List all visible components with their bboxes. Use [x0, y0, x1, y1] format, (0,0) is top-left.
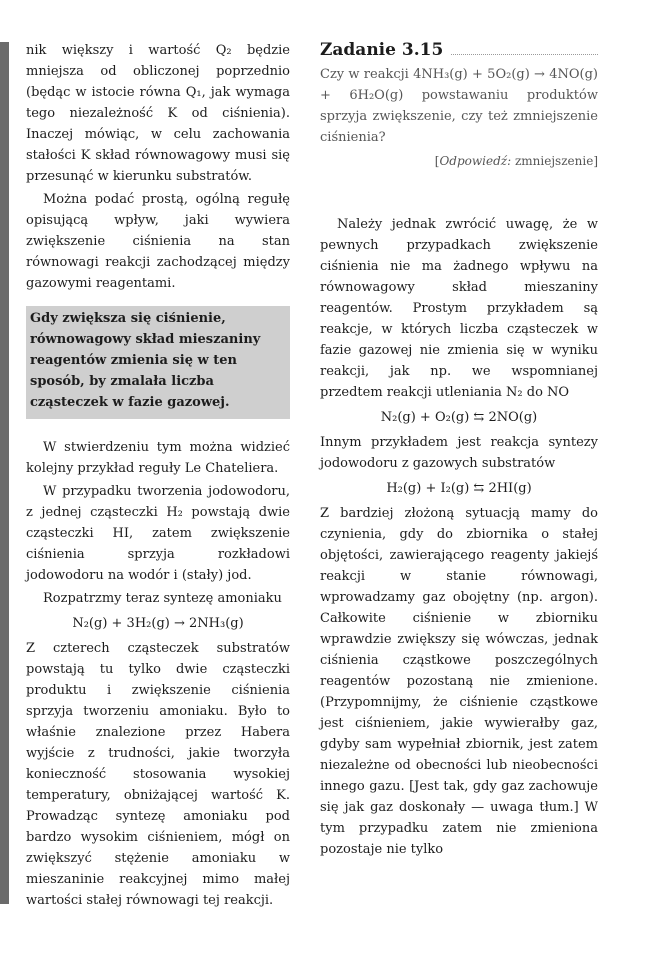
equation-no: N₂(g) + O₂(g) ⇆ 2NO(g): [380, 410, 538, 425]
right-column: [320, 40, 598, 860]
rule-statement: Gdy zwiększa się ciśnienie, równowagowy skład mieszaniny reagentów zmienia się w ten sposób, by zmalała liczba cząsteczek w fazie gazowej.: [30, 311, 261, 410]
paragraph: Innym przykładem jest reakcja syntezy jodowodoru z gazowych substratów: [320, 435, 598, 471]
task-answer: [Odpowiedź: zmniejszenie]: [434, 154, 598, 168]
equation-ammonia: N₂(g) + 3H₂(g) → 2NH₃(g): [72, 616, 244, 631]
paragraph: Należy jednak zwrócić uwagę, że w pewnych przypadkach zwiększenie ciśnienia nie ma żadnego wpływu na równowagowy skład mieszaniny reagentów. Prostym przykładem są reakcje, w których liczba cząsteczek w fazie gazowej nie zmienia się w wyniku reakcji, jak np. we wspomnianej przedtem reakcji utleniania N₂ do NO: [320, 217, 598, 400]
answer-value: zmniejszenie: [514, 154, 594, 168]
equation-hi: H₂(g) + I₂(g) ⇆ 2HI(g): [386, 481, 532, 496]
paragraph: W przypadku tworzenia jodowodoru, z jednej cząsteczki H₂ powstają dwie cząsteczki HI, zatem zwiększenie ciśnienia sprzyja rozkładowi jodowodoru na wodór i (stały) jod.: [26, 484, 290, 583]
heading-rule: [451, 53, 598, 55]
task-heading: [320, 40, 598, 60]
paragraph: Z czterech cząsteczek substratów powstają tu tylko dwie cząsteczki produktu i zwiększenie ciśnienia sprzyja tworzeniu amoniaku. Było to właśnie znalezione przez Habera wyjście z trudności, jakie tworzyła konieczność stosowania wysokiej temperatury, obniżającej wartość K. Prowadząc syntezę amoniaku pod bardzo wysokim ciśnieniem, mógł on zwiększyć stężenie amoniaku w mieszaninie reakcyjnej mimo małej wartości stałej równowagi tej reakcji.: [26, 641, 290, 908]
paragraph: Można podać prostą, ogólną regułę opisującą wpływ, jaki wywiera zwiększenie ciśnienia na stan równowagi reakcji zachodzącej między gazowymi reagentami.: [26, 192, 290, 291]
spacer: [320, 168, 598, 214]
paragraph: Z bardziej złożoną sytuacją mamy do czynienia, gdy do zbiornika o stałej objętości, zawierającego reagenty jakiejś reakcji w stanie równowagi, wprowadzamy gaz obojętny (np. argon). Całkowite ciśnienie w zbiorniku wprawdzie zwiększy się wówczas, jednak ciśnienia cząstkowe poszczególnych reagentów pozostaną nie zmienione. (Przypomnijmy, że ciśnienie cząstkowe jest ciśnieniem, jakie wywierałby gaz, gdyby sam wypełniał zbiornik, jest zatem niezależne od obecności lub nieobecności innego gazu. [Jest tak, gdy gaz zachowuje się jak gaz doskonały — uwaga tłum.] W tym przypadku zatem nie zmieniona pozostaje nie tylko: [320, 506, 598, 857]
task-title: Zadanie 3.15: [320, 40, 444, 60]
paragraph: nik większy i wartość Q₂ będzie mniejsza od obliczonej poprzednio (będąc w istocie równa Q₁, jak wymaga tego niezależność K od ciśnienia). Inaczej mówiąc, w celu zachowania stałości K skład równowagowy musi się przesunąć w kierunku substratów.: [26, 43, 290, 184]
paragraph: W stwierdzeniu tym można widzieć kolejny przykład reguły Le Chateliera.: [26, 440, 290, 476]
task-text: Czy w reakcji 4NH₃(g) + 5O₂(g) → 4NO(g) + 6H₂O(g) powstawaniu produktów sprzyja zwiększenie, czy też zmniejszenie ciśnienia?: [320, 67, 598, 145]
paragraph: Rozpatrzmy teraz syntezę amoniaku: [43, 591, 282, 606]
left-column: [26, 40, 290, 911]
page-binding-edge: [0, 42, 9, 904]
answer-label: Odpowiedź:: [439, 154, 512, 168]
highlighted-rule-box: [26, 306, 290, 419]
